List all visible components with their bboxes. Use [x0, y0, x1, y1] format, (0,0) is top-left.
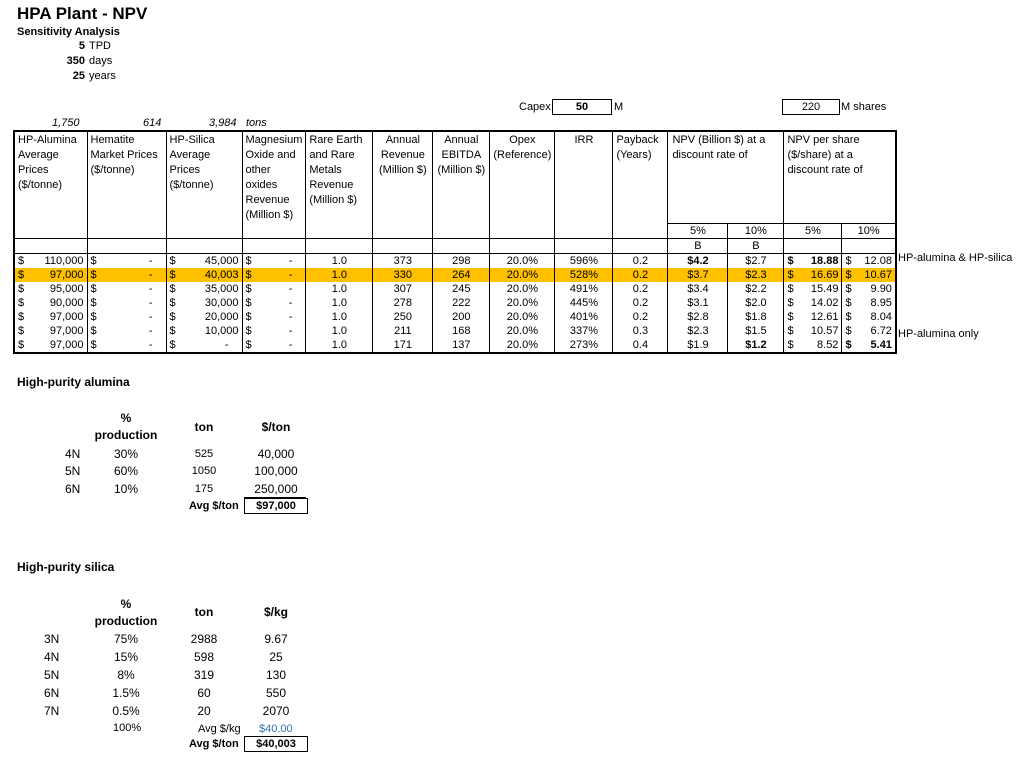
- shares-unit: M shares: [841, 101, 887, 113]
- cell-hematite: -: [148, 296, 153, 309]
- shares-value[interactable]: 220: [782, 99, 840, 115]
- cell-npv5: $2.8: [668, 310, 728, 324]
- cell-alumina: 95,000: [49, 282, 84, 295]
- header-hp-silica: HP-Silica Average Prices ($/tonne): [166, 131, 242, 223]
- header-ebitda: Annual EBITDA (Million $): [433, 131, 490, 223]
- table-row: $ 97,000 $ - $ - $ - 1.0 171 137 20.0% 273% 0.4 $1.9 $1.2 $ 8.52 $ 5.41: [14, 338, 896, 353]
- silica-grade: 3N: [44, 632, 60, 646]
- cell-npv5: $3.4: [668, 282, 728, 296]
- cell-ps10: 12.08: [864, 254, 892, 267]
- cell-irr: 445%: [555, 296, 613, 310]
- silica-avgkg-label: Avg $/kg: [198, 723, 241, 735]
- cell-ps5: 10.57: [810, 324, 839, 337]
- header-rare-earth: Rare Earth and Rare Metals Revenue (Million $): [306, 131, 373, 223]
- cell-irr: 337%: [555, 324, 613, 338]
- header-irr: IRR: [555, 131, 613, 223]
- cell-payback: 0.2: [613, 310, 668, 324]
- table-header-row: [14, 131, 896, 223]
- cell-ps5: 16.69: [810, 268, 839, 281]
- cell-silica: 40,003: [204, 268, 239, 281]
- cell-revenue: 171: [373, 338, 433, 353]
- page-title: HPA Plant - NPV: [17, 4, 148, 23]
- silica-header-pct: %: [120, 597, 132, 611]
- silica-ton: 20: [197, 704, 211, 718]
- cell-ps5: 12.61: [810, 310, 839, 323]
- cell-irr: 491%: [555, 282, 613, 296]
- cell-npv5: $3.1: [668, 296, 728, 310]
- cell-npv10: $1.8: [728, 310, 784, 324]
- cell-revenue: 250: [373, 310, 433, 324]
- table-row: $ 97,000 $ - $ 20,000 $ - 1.0 250 200 20.0% 401% 0.2 $2.8 $1.8 $ 12.61 $ 8.04: [14, 310, 896, 324]
- header-revenue: Annual Revenue (Million $): [373, 131, 433, 223]
- silica-ton: 319: [193, 668, 215, 682]
- cell-irr: 528%: [555, 268, 613, 282]
- cell-npv5: $3.7: [668, 268, 728, 282]
- cell-opex: 20.0%: [490, 296, 555, 310]
- row-note-alumina-silica: HP-alumina & HP-silica: [898, 252, 1013, 264]
- cell-payback: 0.4: [613, 338, 668, 353]
- cell-alumina: 110,000: [44, 254, 84, 267]
- header-magnesium: Magnesium Oxide and other oxides Revenue (Million $): [242, 131, 306, 223]
- cell-rare: 1.0: [306, 310, 373, 324]
- cell-rare: 1.0: [306, 324, 373, 338]
- cell-npv10: $1.2: [728, 338, 784, 353]
- sensitivity-table: [13, 130, 897, 354]
- cell-opex: 20.0%: [490, 253, 555, 268]
- cell-mgo: -: [288, 310, 293, 323]
- cell-hematite: -: [148, 310, 153, 323]
- capex-unit: M: [614, 101, 624, 113]
- cell-ps10: 8.95: [870, 296, 892, 309]
- cell-npv10: $2.7: [728, 253, 784, 268]
- table-row: $ 90,000 $ - $ 30,000 $ - 1.0 278 222 20.0% 445% 0.2 $3.1 $2.0 $ 14.02 $ 8.95: [14, 296, 896, 310]
- alumina-avg-label: Avg $/ton: [189, 500, 239, 512]
- cell-irr: 273%: [555, 338, 613, 353]
- cell-hematite: -: [148, 268, 153, 281]
- silica-grade: 6N: [44, 686, 60, 700]
- cell-mgo: -: [288, 254, 293, 267]
- cell-revenue: 278: [373, 296, 433, 310]
- cell-npv5: $1.9: [668, 338, 728, 353]
- page-subtitle: Sensitivity Analysis: [17, 26, 120, 38]
- alumina-ton: 1050: [191, 465, 217, 477]
- cell-ebitda: 298: [433, 253, 490, 268]
- cell-ps10: 5.41: [870, 338, 892, 351]
- param-days-unit: days: [89, 55, 113, 67]
- cell-rare: 1.0: [306, 282, 373, 296]
- cell-revenue: 211: [373, 324, 433, 338]
- cell-hematite: -: [148, 338, 153, 351]
- cell-mgo: -: [288, 296, 293, 309]
- cell-ps10: 8.04: [870, 310, 892, 323]
- param-years-value: 25: [72, 70, 85, 82]
- cell-alumina: 97,000: [49, 324, 84, 337]
- alumina-header-production: production: [94, 428, 158, 442]
- alumina-header-price: $/ton: [261, 420, 291, 434]
- alumina-grade: 5N: [65, 464, 81, 478]
- cell-irr: 401%: [555, 310, 613, 324]
- param-tpd-value: 5: [78, 40, 85, 52]
- cell-revenue: 330: [373, 268, 433, 282]
- cell-rare: 1.0: [306, 253, 373, 268]
- tons-hematite: 614: [143, 117, 162, 129]
- table-rate-row: [14, 223, 896, 238]
- alumina-grade: 6N: [65, 482, 81, 496]
- alumina-header-ton: ton: [194, 420, 214, 434]
- npv-rate-5: 5%: [668, 223, 728, 238]
- capex-label: Capex: [519, 101, 551, 113]
- cell-ps10: 6.72: [870, 324, 892, 337]
- cell-alumina: 97,000: [49, 338, 84, 351]
- alumina-section-title: High-purity alumina: [17, 375, 130, 389]
- alumina-header-pct: %: [120, 411, 132, 425]
- alumina-price: 250,000: [254, 482, 298, 496]
- silica-ton: 2988: [190, 632, 218, 646]
- cell-silica: 20,000: [204, 310, 239, 323]
- cell-irr: 596%: [555, 253, 613, 268]
- cell-npv5: $4.2: [668, 253, 728, 268]
- capex-value[interactable]: 50: [552, 99, 612, 115]
- table-unit-row: [14, 238, 896, 253]
- cell-ps5: 8.52: [817, 338, 839, 351]
- cell-opex: 20.0%: [490, 282, 555, 296]
- param-tpd-unit: TPD: [89, 40, 111, 52]
- cell-mgo: -: [288, 268, 293, 281]
- silica-grade: 7N: [44, 704, 60, 718]
- header-payback: Payback (Years): [613, 131, 668, 223]
- header-npv-text: NPV (Billion $) at a discount rate of: [672, 134, 766, 161]
- cell-silica: 45,000: [204, 254, 239, 267]
- silica-pct: 15%: [113, 650, 139, 664]
- cell-payback: 0.2: [613, 268, 668, 282]
- silica-pct: 8%: [117, 668, 135, 682]
- row-note-alumina-only: HP-alumina only: [898, 328, 979, 340]
- tons-label: tons: [246, 117, 267, 129]
- cell-payback: 0.2: [613, 296, 668, 310]
- silica-price: 9.67: [264, 632, 288, 646]
- cell-opex: 20.0%: [490, 338, 555, 353]
- alumina-ton: 525: [194, 448, 214, 460]
- cell-mgo: -: [288, 338, 293, 351]
- header-npv-share: [784, 131, 896, 223]
- cell-ps5: 18.88: [810, 254, 839, 267]
- header-hematite: Hematite Market Prices ($/tonne): [87, 131, 166, 223]
- silica-price: 2070: [262, 704, 290, 718]
- alumina-pct: 30%: [113, 447, 139, 461]
- silica-avgkg-value: $40.00: [259, 723, 293, 735]
- cell-npv10: $2.3: [728, 268, 784, 282]
- table-row-highlighted: $ 97,000 $ - $ 40,003 $ - 1.0 330 264 20.0% 528% 0.2 $3.7 $2.3 $ 16.69 $ 10.67: [14, 268, 896, 282]
- cell-mgo: -: [288, 324, 293, 337]
- table-row: $ 110,000 $ - $ 45,000 $ - 1.0 373 298 20.0% 596% 0.2 $4.2 $2.7 $ 18.88 $ 12.08: [14, 253, 896, 268]
- param-years-unit: years: [89, 70, 116, 82]
- silica-price: 25: [269, 650, 283, 664]
- cell-ebitda: 245: [433, 282, 490, 296]
- cell-revenue: 307: [373, 282, 433, 296]
- header-opex: Opex (Reference): [490, 131, 555, 223]
- ps-rate-10: 10%: [842, 223, 896, 238]
- silica-header-production: production: [94, 614, 158, 628]
- silica-pct: 75%: [113, 632, 139, 646]
- param-days-value: 350: [66, 55, 85, 67]
- silica-price: 130: [265, 668, 287, 682]
- header-npv-share-text: NPV per share ($/share) at a discount rate of: [787, 134, 863, 176]
- silica-price: 550: [265, 686, 287, 700]
- alumina-price: 40,000: [257, 447, 295, 461]
- silica-grade: 5N: [44, 668, 60, 682]
- cell-payback: 0.3: [613, 324, 668, 338]
- silica-pct: 1.5%: [112, 686, 140, 700]
- cell-mgo: -: [288, 282, 293, 295]
- cell-hematite: -: [148, 254, 153, 267]
- cell-alumina: 97,000: [49, 310, 84, 323]
- cell-npv5: $2.3: [668, 324, 728, 338]
- cell-npv10: $2.2: [728, 282, 784, 296]
- cell-alumina: 90,000: [49, 296, 84, 309]
- cell-payback: 0.2: [613, 282, 668, 296]
- silica-ton: 598: [193, 650, 215, 664]
- alumina-pct: 10%: [113, 482, 139, 496]
- cell-opex: 20.0%: [490, 310, 555, 324]
- cell-opex: 20.0%: [490, 268, 555, 282]
- cell-ebitda: 137: [433, 338, 490, 353]
- npv-unit-b2: B: [728, 238, 784, 253]
- cell-ebitda: 168: [433, 324, 490, 338]
- alumina-avg-value: $97,000: [244, 498, 308, 514]
- header-npv: [668, 131, 784, 223]
- alumina-pct: 60%: [113, 464, 139, 478]
- tons-silica: 3,984: [209, 117, 237, 129]
- npv-rate-10: 10%: [728, 223, 784, 238]
- cell-ebitda: 222: [433, 296, 490, 310]
- cell-ebitda: 264: [433, 268, 490, 282]
- cell-silica: 30,000: [204, 296, 239, 309]
- silica-header-ton: ton: [194, 605, 214, 619]
- cell-hematite: -: [148, 324, 153, 337]
- tons-alumina: 1,750: [52, 117, 80, 129]
- cell-ps10: 9.90: [870, 282, 892, 295]
- cell-npv10: $2.0: [728, 296, 784, 310]
- cell-rare: 1.0: [306, 268, 373, 282]
- silica-avg-label: Avg $/ton: [189, 738, 239, 750]
- cell-ps10: 10.67: [864, 268, 892, 281]
- alumina-price: 100,000: [254, 464, 298, 478]
- cell-revenue: 373: [373, 253, 433, 268]
- cell-alumina: 97,000: [49, 268, 84, 281]
- cell-rare: 1.0: [306, 296, 373, 310]
- silica-avg-value: $40,003: [244, 736, 308, 752]
- cell-npv10: $1.5: [728, 324, 784, 338]
- table-row: $ 97,000 $ - $ 10,000 $ - 1.0 211 168 20.0% 337% 0.3 $2.3 $1.5 $ 10.57 $ 6.72: [14, 324, 896, 338]
- cell-hematite: -: [148, 282, 153, 295]
- cell-opex: 20.0%: [490, 324, 555, 338]
- silica-section-title: High-purity silica: [17, 560, 115, 574]
- cell-rare: 1.0: [306, 338, 373, 353]
- alumina-grade: 4N: [65, 447, 81, 461]
- ps-rate-5: 5%: [784, 223, 842, 238]
- table-row: $ 95,000 $ - $ 35,000 $ - 1.0 307 245 20.0% 491% 0.2 $3.4 $2.2 $ 15.49 $ 9.90: [14, 282, 896, 296]
- silica-pct: 0.5%: [112, 704, 140, 718]
- cell-silica: 10,000: [204, 324, 239, 337]
- cell-silica: 35,000: [204, 282, 239, 295]
- cell-silica: -: [224, 338, 229, 351]
- silica-ton: 60: [197, 686, 211, 700]
- silica-header-price: $/kg: [263, 605, 288, 619]
- cell-payback: 0.2: [613, 253, 668, 268]
- header-hp-alumina: HP-Alumina Average Prices ($/tonne): [14, 131, 87, 223]
- alumina-ton: 175: [194, 483, 214, 495]
- cell-ps5: 14.02: [810, 296, 839, 309]
- cell-ebitda: 200: [433, 310, 490, 324]
- silica-grade: 4N: [44, 650, 60, 664]
- cell-ps5: 15.49: [810, 282, 839, 295]
- silica-total-pct: 100%: [113, 722, 142, 734]
- npv-unit-b1: B: [668, 238, 728, 253]
